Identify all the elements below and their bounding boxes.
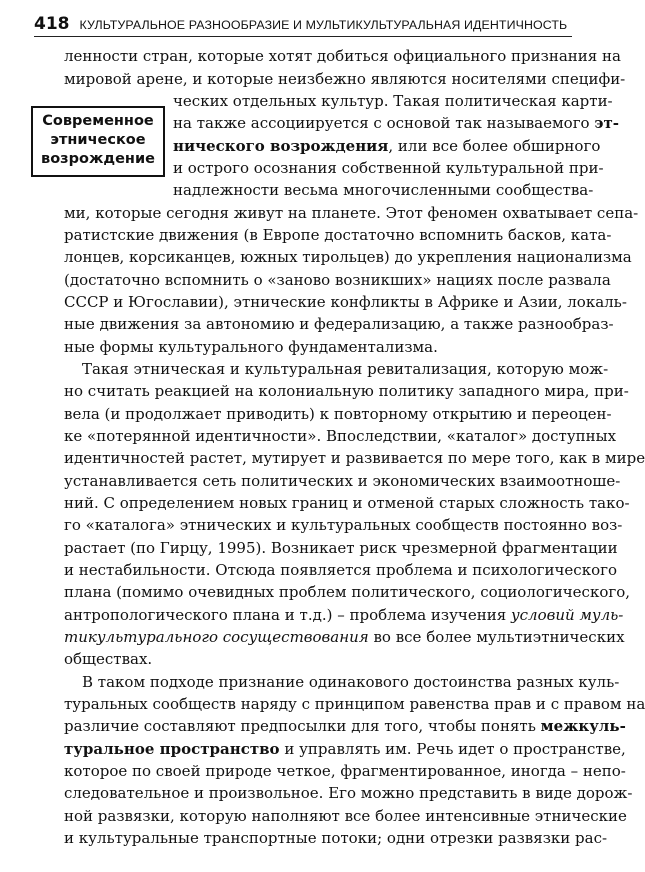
text-line: но считать реакцией на колониальную политику западного мира, при- [64, 382, 629, 400]
text-line: тикультурального сосуществования во все более мультиэтнических [64, 628, 625, 646]
text-line: и нестабильности. Отсюда появляется проблема и психологического [64, 561, 618, 579]
text-line: (достаточно вспомнить о «заново возникших» нациях после развала [64, 271, 611, 289]
text-line: ратистские движения (в Европе достаточно вспомнить басков, ката- [64, 226, 612, 244]
text-line: мировой арене, и которые неизбежно являются носителями специфи- [64, 70, 626, 88]
text-line: туральное пространство и управлять им. Речь идет о пространстве, [64, 740, 626, 758]
text-line: следовательное и произвольное. Его можно представить в виде дорож- [64, 784, 633, 802]
text-line: ные движения за автономию и федерализацию, а также разнообраз- [64, 315, 614, 333]
text-line: ленности стран, которые хотят добиться официального признания на [64, 47, 621, 65]
margin-note-line: этническое [50, 132, 146, 148]
text-line: го «каталога» этнических и культуральных сообществ постоянно воз- [64, 516, 623, 534]
text-line: туральных сообществ наряду с принципом равенства прав и с правом на [64, 695, 645, 713]
text-line: плана (помимо очевидных проблем политического, социологического, [64, 583, 631, 601]
text-line: обществах. [64, 650, 153, 668]
bold-term: туральное пространство [64, 740, 280, 758]
running-title: КУЛЬТУРАЛЬНОЕ РАЗНООБРАЗИЕ И МУЛЬТИКУЛЬТУРАЛЬНАЯ ИДЕНТИЧНОСТЬ [79, 18, 568, 32]
text-line: надлежности весьма многочисленными сообщества- [173, 181, 594, 199]
bold-term: нического возрождения [173, 137, 389, 155]
text-line: лонцев, корсиканцев, южных тирольцев) до укрепления национализма [64, 248, 632, 266]
text-line: антропологического плана и т.д.) – проблема изучения условий муль- [64, 606, 624, 624]
text-line: вела (и продолжает приводить) к повторному открытию и переоцен- [64, 405, 612, 423]
page-number: 418 [34, 14, 70, 34]
text-line: растает (по Гирцу, 1995). Возникает риск чрезмерной фрагментации [64, 539, 618, 557]
text-line: Такая этническая и культуральная ревитализация, которую мож- [82, 360, 609, 378]
margin-note-line: Современное [42, 113, 154, 129]
italic-term: тикультурального сосуществования [64, 628, 369, 646]
text-line: идентичностей растет, мутирует и развивается по мере того, как в мире [64, 449, 645, 467]
text-line: и культуральные транспортные потоки; одни отрезки развязки рас- [64, 829, 608, 847]
page-header [34, 14, 572, 37]
text-line: на также ассоциируется с основой так называемого эт- [173, 114, 620, 132]
text-line: нического возрождения, или все более обширного [173, 137, 601, 155]
text-line: ной развязки, которую наполняют все более интенсивные этнические [64, 807, 627, 825]
text-line: ные формы культурального фундаментализма. [64, 338, 438, 356]
text-line: ке «потерянной идентичности». Впоследствии, «каталог» доступных [64, 427, 617, 445]
text-line: СССР и Югославии), этнические конфликты в Африке и Азии, локаль- [64, 293, 627, 311]
italic-term: условий муль- [510, 606, 624, 624]
text-line: ний. С определением новых границ и отменой старых сложность тако- [64, 494, 630, 512]
text-line: различие составляют предпосылки для того, чтобы понять межкуль- [64, 717, 626, 735]
text-line: и острого осознания собственной культуральной при- [173, 159, 604, 177]
text-line: устанавливается сеть политических и экономических взаимоотноше- [64, 472, 621, 490]
margin-note-line: возрождение [41, 151, 155, 167]
bold-term: эт- [594, 114, 620, 132]
text-line: которое по своей природе четкое, фрагментированное, иногда – непо- [64, 762, 626, 780]
margin-note-box [31, 106, 165, 177]
text-line: ческих отдельных культур. Такая политическая карти- [173, 92, 613, 110]
bold-term: межкуль- [540, 717, 626, 735]
text-line: ми, которые сегодня живут на планете. Этот феномен охватывает сепа- [64, 204, 639, 222]
text-line: В таком подходе признание одинакового достоинства разных куль- [82, 673, 620, 691]
